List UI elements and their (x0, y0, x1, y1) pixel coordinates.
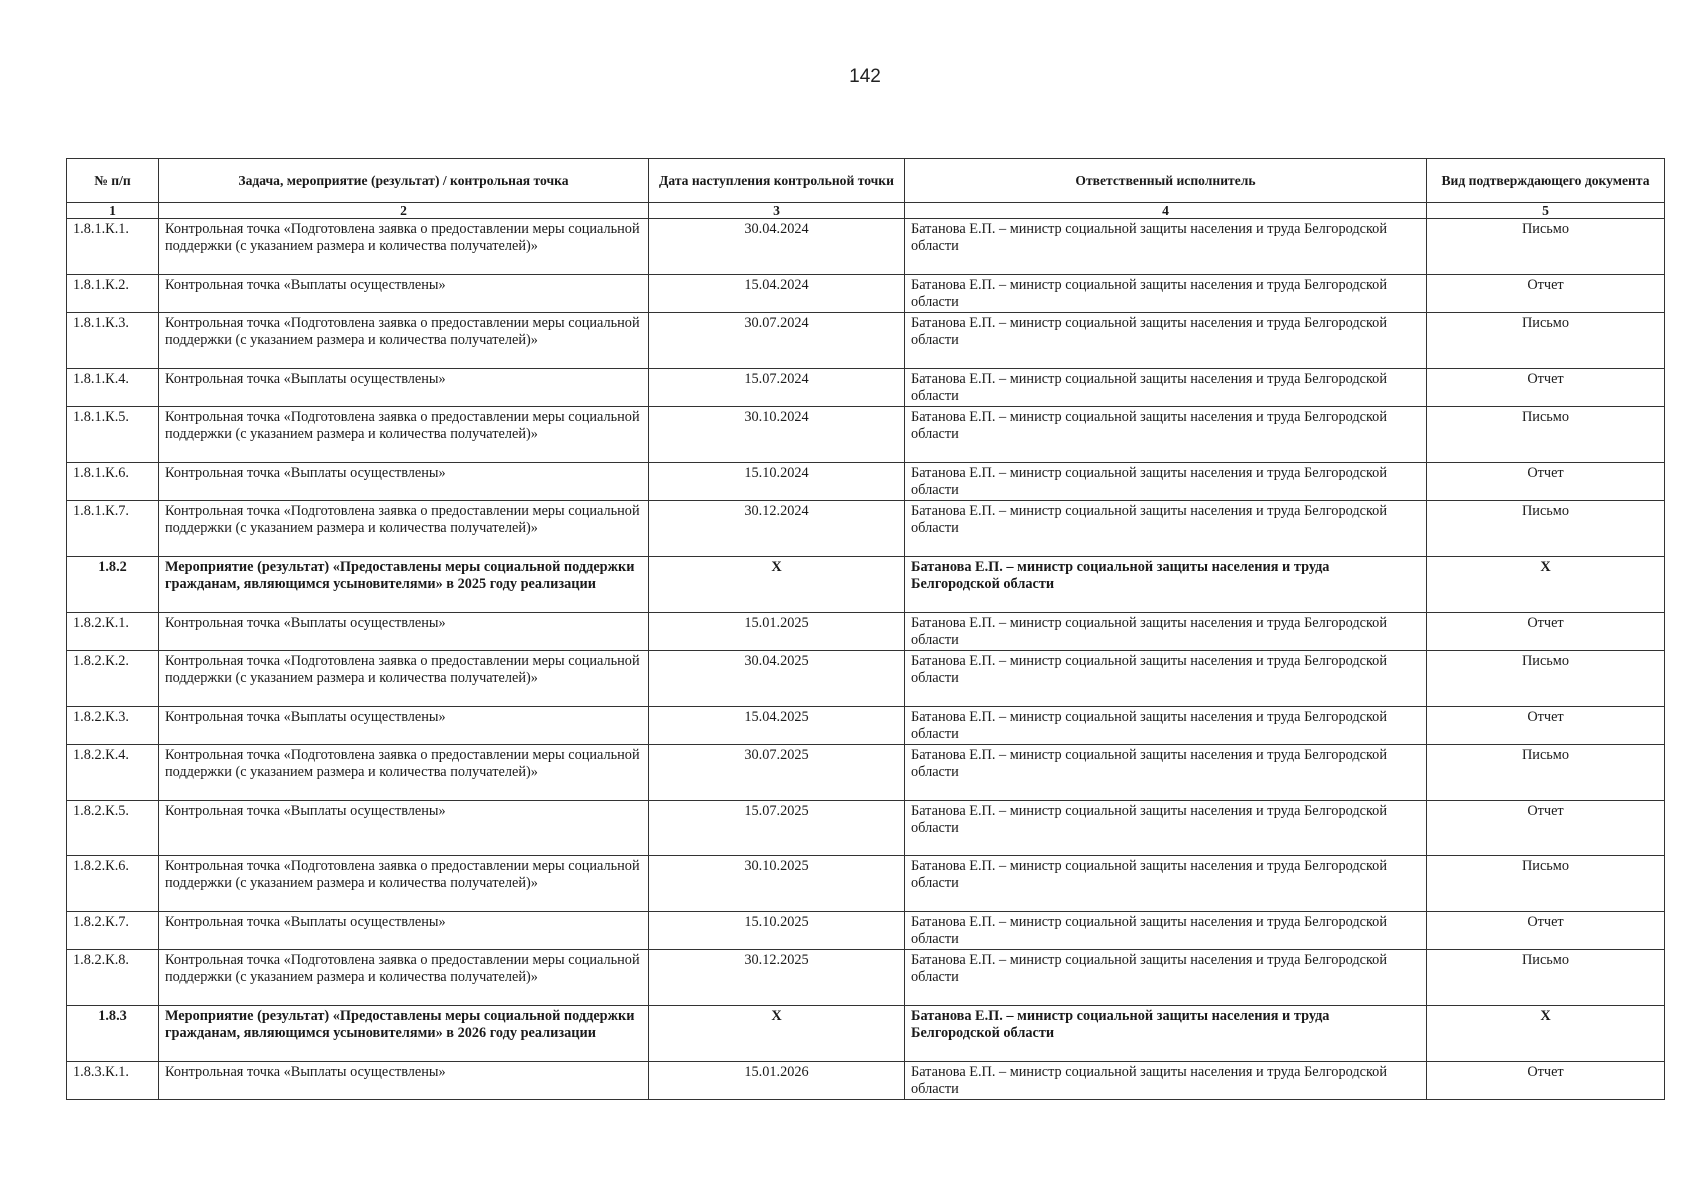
row-date: 30.12.2024 (649, 501, 905, 557)
table-row (67, 856, 1665, 912)
row-date: 15.04.2025 (649, 707, 905, 745)
row-task: Контрольная точка «Выплаты осуществлены» (159, 801, 649, 856)
row-number: 1.8.2.К.8. (67, 950, 159, 1006)
row-document: Отчет (1427, 463, 1665, 501)
table-header-row (67, 159, 1665, 203)
row-task: Контрольная точка «Подготовлена заявка о предоставлении меры социальной поддержки (с указанием размера и количества получателей)» (159, 313, 649, 369)
row-task: Контрольная точка «Выплаты осуществлены» (159, 275, 649, 313)
row-date: 30.04.2024 (649, 219, 905, 275)
row-task: Контрольная точка «Подготовлена заявка о предоставлении меры социальной поддержки (с указанием размера и количества получателей)» (159, 407, 649, 463)
row-executor: Батанова Е.П. – министр социальной защиты населения и труда Белгородской области (905, 707, 1427, 745)
row-document: Письмо (1427, 745, 1665, 801)
row-date: 30.10.2025 (649, 856, 905, 912)
row-task: Контрольная точка «Выплаты осуществлены» (159, 707, 649, 745)
event-row (67, 557, 1665, 613)
row-executor: Батанова Е.П. – министр социальной защиты населения и труда Белгородской области (905, 745, 1427, 801)
row-number: 1.8.2.К.7. (67, 912, 159, 950)
row-date: 30.07.2025 (649, 745, 905, 801)
row-date: 30.12.2025 (649, 950, 905, 1006)
row-executor: Батанова Е.П. – министр социальной защиты населения и труда Белгородской области (905, 651, 1427, 707)
table-body (67, 219, 1665, 1100)
page-number: 142 (849, 66, 881, 87)
row-date: 15.10.2024 (649, 463, 905, 501)
row-executor: Батанова Е.П. – министр социальной защиты населения и труда Белгородской области (905, 463, 1427, 501)
row-date: Х (649, 557, 905, 613)
row-executor: Батанова Е.П. – министр социальной защиты населения и труда Белгородской области (905, 407, 1427, 463)
row-document: Письмо (1427, 950, 1665, 1006)
row-number: 1.8.2.К.4. (67, 745, 159, 801)
row-task: Контрольная точка «Выплаты осуществлены» (159, 613, 649, 651)
row-task: Контрольная точка «Выплаты осуществлены» (159, 1062, 649, 1100)
row-executor: Батанова Е.П. – министр социальной защиты населения и труда Белгородской области (905, 613, 1427, 651)
row-document: Письмо (1427, 313, 1665, 369)
row-task: Мероприятие (результат) «Предоставлены меры социальной поддержки гражданам, являющимся усыновителями» в 2025 году реализации (159, 557, 649, 613)
row-task: Контрольная точка «Подготовлена заявка о предоставлении меры социальной поддержки (с указанием размера и количества получателей)» (159, 651, 649, 707)
column-index: 2 (159, 203, 649, 219)
row-executor: Батанова Е.П. – министр социальной защиты населения и труда Белгородской области (905, 1062, 1427, 1100)
row-number: 1.8.1.К.6. (67, 463, 159, 501)
table-row (67, 407, 1665, 463)
row-document: Письмо (1427, 407, 1665, 463)
row-number: 1.8.3.К.1. (67, 1062, 159, 1100)
table-row (67, 745, 1665, 801)
row-task: Мероприятие (результат) «Предоставлены меры социальной поддержки гражданам, являющимся усыновителями» в 2026 году реализации (159, 1006, 649, 1062)
row-number: 1.8.1.К.7. (67, 501, 159, 557)
row-document: Х (1427, 557, 1665, 613)
row-executor: Батанова Е.П. – министр социальной защиты населения и труда Белгородской области (905, 313, 1427, 369)
row-number: 1.8.2.К.5. (67, 801, 159, 856)
header-task: Задача, мероприятие (результат) / контрольная точка (159, 159, 649, 203)
table-row (67, 501, 1665, 557)
table-row (67, 613, 1665, 651)
header-document: Вид подтверждающего документа (1427, 159, 1665, 203)
row-date: 30.07.2024 (649, 313, 905, 369)
header-number: № п/п (67, 159, 159, 203)
header-executor: Ответственный исполнитель (905, 159, 1427, 203)
table-row (67, 801, 1665, 856)
row-date: 30.10.2024 (649, 407, 905, 463)
row-number: 1.8.3 (67, 1006, 159, 1062)
row-number: 1.8.2.К.6. (67, 856, 159, 912)
row-number: 1.8.2.К.3. (67, 707, 159, 745)
table-row (67, 463, 1665, 501)
row-executor: Батанова Е.П. – министр социальной защиты населения и труда Белгородской области (905, 369, 1427, 407)
table-row (67, 1062, 1665, 1100)
column-index: 5 (1427, 203, 1665, 219)
row-task: Контрольная точка «Выплаты осуществлены» (159, 463, 649, 501)
row-date: 15.01.2026 (649, 1062, 905, 1100)
column-index-row (67, 203, 1665, 219)
row-executor: Батанова Е.П. – министр социальной защиты населения и труда Белгородской области (905, 950, 1427, 1006)
row-document: Отчет (1427, 1062, 1665, 1100)
row-executor: Батанова Е.П. – министр социальной защиты населения и труда Белгородской области (905, 1006, 1427, 1062)
row-number: 1.8.2 (67, 557, 159, 613)
row-executor: Батанова Е.П. – министр социальной защиты населения и труда Белгородской области (905, 275, 1427, 313)
row-document: Отчет (1427, 707, 1665, 745)
row-task: Контрольная точка «Подготовлена заявка о предоставлении меры социальной поддержки (с указанием размера и количества получателей)» (159, 745, 649, 801)
row-number: 1.8.1.К.1. (67, 219, 159, 275)
table-row (67, 369, 1665, 407)
row-task: Контрольная точка «Подготовлена заявка о предоставлении меры социальной поддержки (с указанием размера и количества получателей)» (159, 501, 649, 557)
row-document: Отчет (1427, 613, 1665, 651)
row-executor: Батанова Е.П. – министр социальной защиты населения и труда Белгородской области (905, 501, 1427, 557)
row-document: Письмо (1427, 856, 1665, 912)
row-date: 30.04.2025 (649, 651, 905, 707)
row-date: 15.07.2024 (649, 369, 905, 407)
table-row (67, 313, 1665, 369)
column-index: 4 (905, 203, 1427, 219)
row-executor: Батанова Е.П. – министр социальной защиты населения и труда Белгородской области (905, 801, 1427, 856)
row-executor: Батанова Е.П. – министр социальной защиты населения и труда Белгородской области (905, 219, 1427, 275)
row-document: Письмо (1427, 219, 1665, 275)
row-number: 1.8.1.К.4. (67, 369, 159, 407)
table-row (67, 707, 1665, 745)
row-date: 15.04.2024 (649, 275, 905, 313)
row-number: 1.8.2.К.2. (67, 651, 159, 707)
row-number: 1.8.1.К.5. (67, 407, 159, 463)
row-task: Контрольная точка «Выплаты осуществлены» (159, 369, 649, 407)
row-executor: Батанова Е.П. – министр социальной защиты населения и труда Белгородской области (905, 557, 1427, 613)
row-document: Письмо (1427, 501, 1665, 557)
row-number: 1.8.2.К.1. (67, 613, 159, 651)
row-number: 1.8.1.К.2. (67, 275, 159, 313)
row-date: 15.01.2025 (649, 613, 905, 651)
table-row (67, 275, 1665, 313)
row-date: 15.07.2025 (649, 801, 905, 856)
table-row (67, 651, 1665, 707)
row-date: Х (649, 1006, 905, 1062)
row-document: Отчет (1427, 275, 1665, 313)
row-document: Отчет (1427, 369, 1665, 407)
row-executor: Батанова Е.П. – министр социальной защиты населения и труда Белгородской области (905, 856, 1427, 912)
row-document: Отчет (1427, 912, 1665, 950)
control-points-table (66, 158, 1665, 1100)
row-task: Контрольная точка «Подготовлена заявка о предоставлении меры социальной поддержки (с указанием размера и количества получателей)» (159, 856, 649, 912)
row-task: Контрольная точка «Подготовлена заявка о предоставлении меры социальной поддержки (с указанием размера и количества получателей)» (159, 950, 649, 1006)
table-row (67, 912, 1665, 950)
header-date: Дата наступления контрольной точки (649, 159, 905, 203)
row-document: Письмо (1427, 651, 1665, 707)
column-index: 3 (649, 203, 905, 219)
row-task: Контрольная точка «Выплаты осуществлены» (159, 912, 649, 950)
row-document: Х (1427, 1006, 1665, 1062)
row-number: 1.8.1.К.3. (67, 313, 159, 369)
column-index: 1 (67, 203, 159, 219)
table-row (67, 950, 1665, 1006)
table-row (67, 219, 1665, 275)
row-document: Отчет (1427, 801, 1665, 856)
event-row (67, 1006, 1665, 1062)
row-date: 15.10.2025 (649, 912, 905, 950)
row-executor: Батанова Е.П. – министр социальной защиты населения и труда Белгородской области (905, 912, 1427, 950)
row-task: Контрольная точка «Подготовлена заявка о предоставлении меры социальной поддержки (с указанием размера и количества получателей)» (159, 219, 649, 275)
